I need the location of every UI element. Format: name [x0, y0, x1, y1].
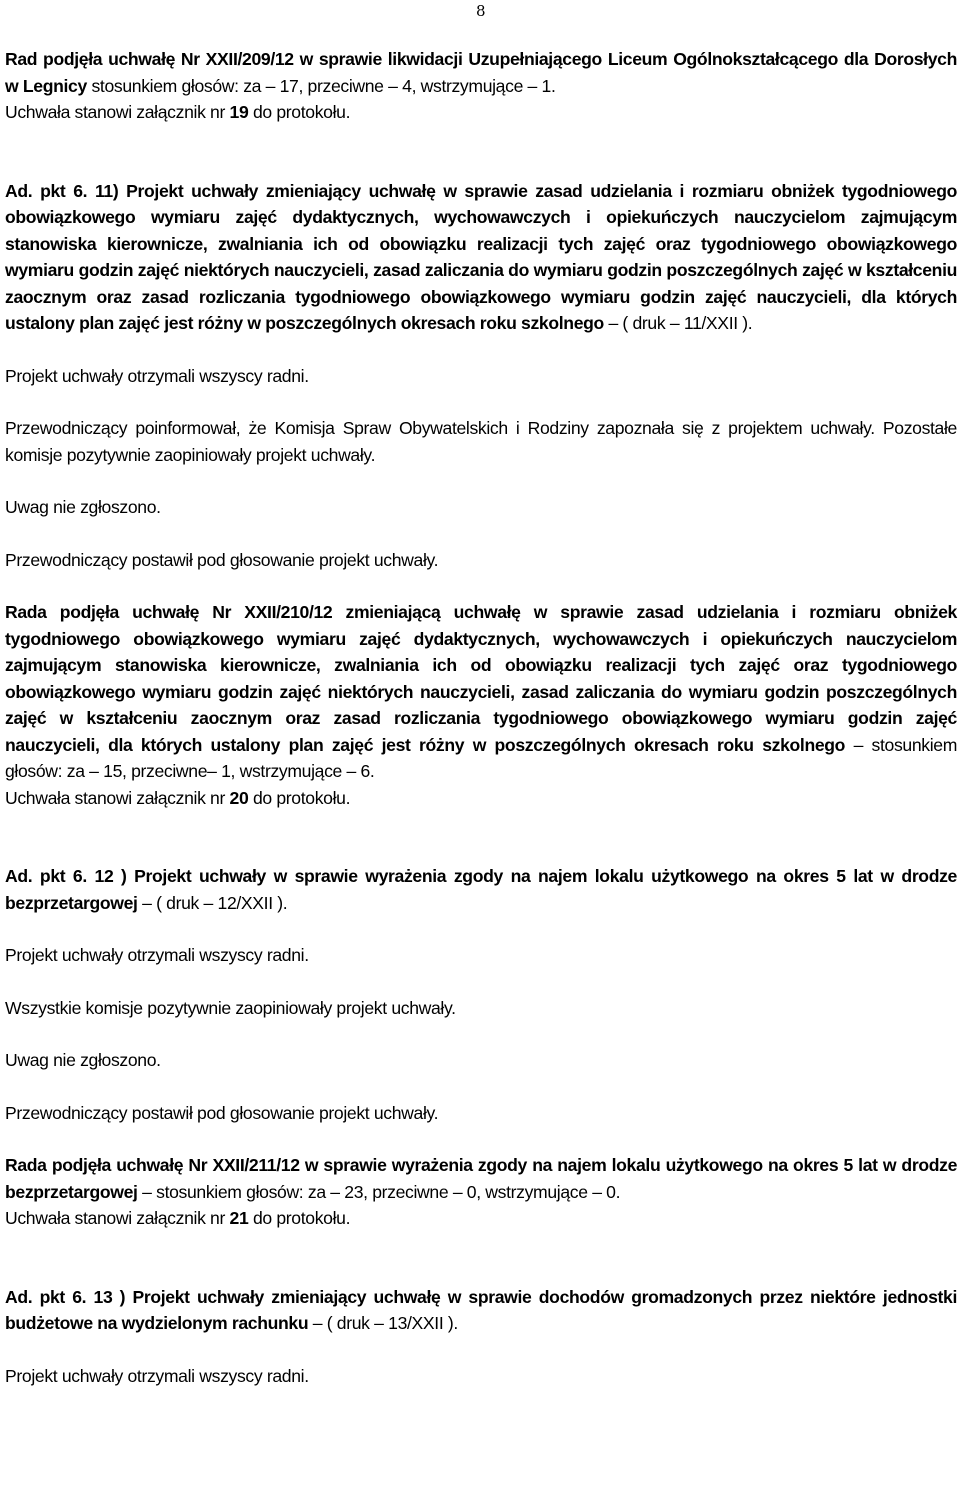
text: Projekt uchwały otrzymali wszyscy radni.: [5, 365, 309, 386]
agenda-item-6-13: [5, 1284, 957, 1337]
text: do protokołu.: [248, 102, 351, 122]
paragraph-line: [5, 1047, 957, 1074]
text: Uwag nie zgłoszono.: [5, 497, 161, 517]
text: Uchwała stanowi załącznik nr: [5, 787, 230, 808]
paragraph-line: [5, 494, 957, 521]
document-body: [5, 46, 957, 1389]
paragraph-line: [5, 178, 957, 337]
agenda-item-6-12: [5, 863, 957, 916]
paragraph-line: [5, 1363, 957, 1390]
bold-text: Rada podjęła uchwałę Nr XXII/210/12 zmieniającą uchwałę w sprawie zasad udzielania i rozmiaru obniżek tygodniowego obowiązkowego wymiaru zajęć dydaktycznych, wychowawczych i opiekuńczych nauczycielom zajmującym stanowiska kierownicze, zwalniania ich od obowiązku realizacji tych zajęć oraz tygodniowego obowiązkowego wymiaru godzin zajęć niektórych nauczycieli, zasad zaliczania do wymiaru godzin poszczególnych zajęć w kształceniu zaocznym oraz zasad rozliczania tygodniowego obowiązkowego wymiaru godzin zajęć nauczycieli, dla których ustalony plan zajęć jest różny w poszczególnych okresach roku szkolnego: [5, 602, 957, 755]
bold-text: 19: [229, 102, 249, 122]
bold-text: Rad podjęła uchwałę Nr XXII/209/12 w sprawie likwidacji Uzupełniającego Liceum Ogólnokształcącego dla Dorosłych w Legnicy: [5, 49, 957, 96]
text: Projekt uchwały otrzymali wszyscy radni.: [5, 1365, 309, 1386]
text: do protokołu.: [248, 787, 351, 808]
text: – stosunkiem głosów: za – 23, przeciwne – 0, wstrzymujące – 0.: [137, 1181, 621, 1202]
bold-text: 21: [229, 1208, 249, 1228]
paragraph-line: [5, 1284, 957, 1337]
vote-called-note: [5, 1100, 957, 1127]
paragraph-line: [5, 547, 957, 574]
draft-received-note: [5, 1363, 957, 1390]
chairman-info: [5, 415, 957, 468]
paragraph-line: [5, 942, 957, 969]
bold-text: Ad. pkt 6. 12 ) Projekt uchwały w sprawie wyrażenia zgody na najem lokalu użytkowego na okres 5 lat w drodze bezprzetargowej: [5, 866, 957, 913]
text: Uchwała stanowi załącznik nr: [5, 102, 230, 122]
text: Projekt uchwały otrzymali wszyscy radni.: [5, 945, 309, 965]
text: Przewodniczący postawił pod głosowanie projekt uchwały.: [5, 1102, 439, 1123]
text: – ( druk – 11/XXII ).: [603, 313, 753, 333]
text: Uwag nie zgłoszono.: [5, 1050, 161, 1070]
paragraph-line: [5, 415, 957, 468]
paragraph-line: [5, 995, 957, 1022]
paragraph-line: [5, 363, 957, 390]
committees-opinion-note: [5, 995, 957, 1022]
vote-called-note: [5, 547, 957, 574]
paragraph-line: [5, 46, 957, 99]
text: Wszystkie komisje pozytywnie zaopiniowały projekt uchwały.: [5, 997, 456, 1018]
text: do protokołu.: [248, 1208, 351, 1228]
paragraph-line: [5, 1100, 957, 1127]
text: – stosunkiem głosów: za – 15, przeciwne– 1, wstrzymujące – 6.: [5, 734, 958, 781]
draft-received-note: [5, 363, 957, 390]
no-remarks-note: [5, 494, 957, 521]
paragraph-line: [5, 1205, 957, 1232]
resolution-210: [5, 599, 957, 811]
bold-text: Ad. pkt 6. 11) Projekt uchwały zmieniający uchwałę w sprawie zasad udzielania i rozmiaru obniżek tygodniowego obowiązkowego wymiaru zajęć dydaktycznych, wychowawczych i opiekuńczych nauczycielom zajmującym stanowiska kierownicze, zwalniania ich od obowiązku realizacji tych zajęć oraz tygodniowego obowiązkowego wymiaru godzin zajęć niektórych nauczycieli, zasad zaliczania do wymiaru godzin poszczególnych zajęć w kształceniu zaocznym oraz zasad rozliczania tygodniowego obowiązkowego wymiaru godzin zajęć nauczycieli, dla których ustalony plan zajęć jest różny w poszczególnych okresach roku szkolnego: [5, 180, 957, 333]
page-number: 8: [476, 2, 486, 20]
text: Przewodniczący poinformował, że Komisja Spraw Obywatelskich i Rodziny zapoznała się z projektem uchwały. Pozostałe komisje pozytywnie zaopiniowały projekt uchwały.: [5, 418, 957, 465]
bold-text: Rada podjęła uchwałę Nr XXII/211/12 w sprawie wyrażenia zgody na najem lokalu użytkowego na okres 5 lat w drodze bezprzetargowej: [5, 1155, 957, 1202]
bold-text: Ad. pkt 6. 13 ) Projekt uchwały zmieniający uchwałę w sprawie dochodów gromadzonych przez niektóre jednostki budżetowe na wydzielonym rachunku: [5, 1286, 957, 1333]
text: – ( druk – 12/XXII ).: [137, 892, 288, 913]
paragraph-line: [5, 863, 957, 916]
resolution-211: [5, 1152, 957, 1232]
bold-text: 20: [229, 787, 249, 808]
paragraph-line: [5, 599, 957, 785]
agenda-item-6-11: [5, 178, 957, 337]
paragraph-line: [5, 1152, 957, 1205]
text: Przewodniczący postawił pod głosowanie projekt uchwały.: [5, 549, 439, 570]
text: Uchwała stanowi załącznik nr: [5, 1208, 230, 1228]
text: – ( druk – 13/XXII ).: [308, 1313, 458, 1333]
resolution-209: [5, 46, 957, 126]
paragraph-line: [5, 99, 957, 126]
draft-received-note: [5, 942, 957, 969]
paragraph-line: [5, 785, 957, 812]
text: stosunkiem głosów: za – 17, przeciwne – 4, wstrzymujące – 1.: [86, 75, 556, 96]
no-remarks-note: [5, 1047, 957, 1074]
